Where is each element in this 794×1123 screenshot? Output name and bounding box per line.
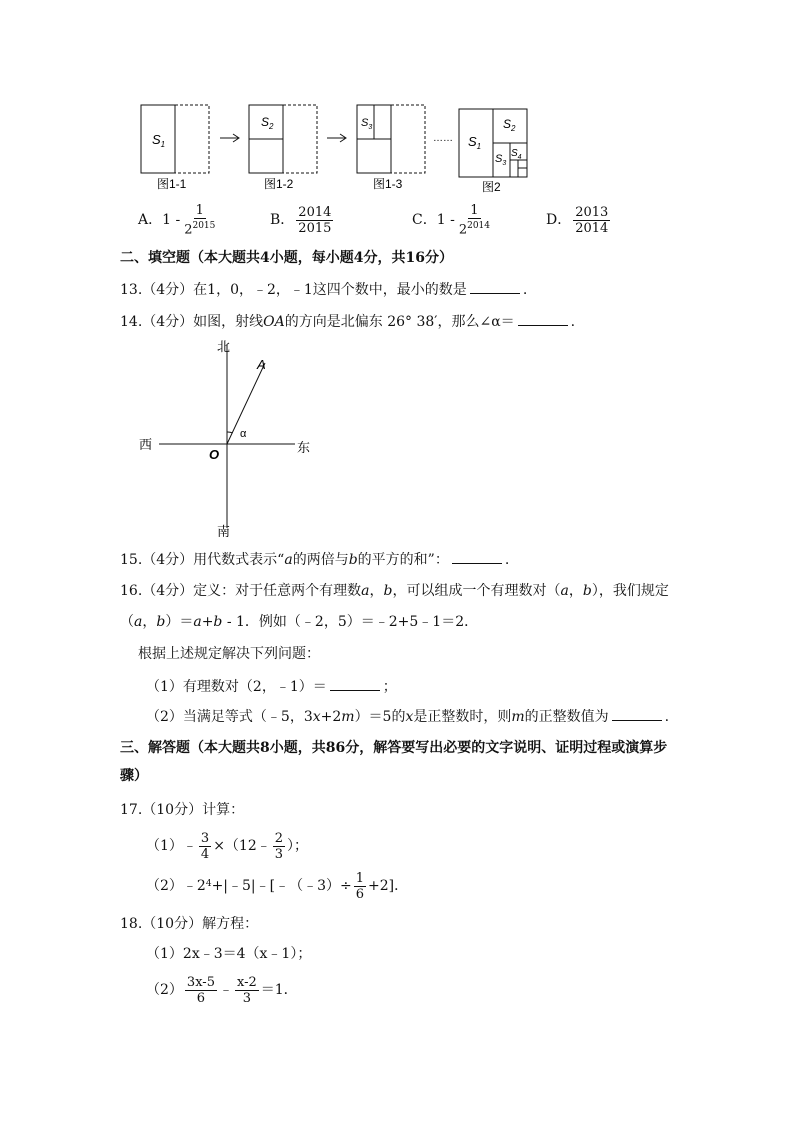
compass-diagram	[135, 333, 325, 543]
question-18-part2: （2） $\frac{3x-5}{6}$ ﹣ $\frac{x-2}{3}$ ＝1．	[146, 974, 298, 1006]
question-13: 13.（4分）在1，0，﹣2，﹣1这四个数中，最小的数是 .	[120, 279, 527, 300]
answer-blank-16-1	[330, 676, 380, 691]
s2-label: S	[261, 115, 270, 129]
svg-text:S2: $S_2$	[261, 115, 274, 131]
option-a: A．1 - $\frac{1}{2^{2015}}$	[138, 202, 216, 238]
question-16-sub1: （1）有理数对（2，﹣1）＝ ；	[146, 676, 397, 697]
question-16-line3: 根据上述规定解决下列问题：	[138, 646, 320, 662]
svg-text:S1: $S_1$	[152, 132, 166, 149]
question-17-head: 17.（10分）计算：	[120, 802, 245, 818]
question-18-part1: （1）2x﹣3＝4（x﹣1）；	[146, 946, 312, 962]
s3-label: S	[361, 117, 369, 129]
option-d: D． $\frac{2013}{2014}$	[546, 204, 609, 236]
s1-label: S	[152, 132, 161, 147]
question-17-part1: （1）﹣ $\frac{3}{4}$ ×（12﹣ $\frac{2}{3}$ ）；	[146, 830, 309, 862]
option-b: B． $\frac{2014}{2015}$	[270, 204, 332, 236]
section3-title-line2: 骤）	[120, 768, 148, 784]
fig2-label: 图2	[482, 180, 501, 194]
east-label: 东	[297, 440, 311, 455]
section3-title-line1: 三、解答题（本大题共8小题，共86分，解答要写出必要的文字说明、证明过程或演算步	[120, 740, 668, 756]
question-16-sub2: （2）当满足等式（﹣5，3x+2m）＝5的x是正整数时，则m的正整数值为 .	[146, 706, 669, 727]
section2-title: 二、填空题（本大题共4小题，每小题4分，共16分）	[120, 250, 453, 266]
answer-blank-14	[518, 311, 568, 326]
fig11-label: 图1-1	[157, 177, 187, 191]
option-c: C．1 - $\frac{1}{2^{2014}}$	[412, 202, 490, 238]
point-a-label: A	[257, 357, 266, 372]
alpha-label: α	[240, 428, 247, 440]
question-14: 14.（4分）如图，射线OA的方向是北偏东 26° 38′，那么∠α＝ .	[120, 311, 575, 332]
question-17-part2: （2）﹣2 4 +|﹣5|﹣[﹣（﹣3）÷ $\frac{1}{6}$ +2]．	[146, 870, 409, 902]
fig13-label: 图1-3	[373, 177, 403, 191]
north-label: 北	[217, 339, 231, 354]
question-16-line1: 16.（4分）定义：对于任意两个有理数a，b，可以组成一个有理数对（a，b），我们规定	[120, 583, 669, 599]
svg-text:S4: $S_4$	[511, 148, 522, 161]
square-division-figure	[130, 100, 540, 195]
west-label: 西	[139, 437, 153, 452]
svg-text:S3: $S_3$	[495, 153, 507, 167]
svg-text:S2: $S_2$	[503, 117, 516, 133]
ellipsis-dots: ……	[433, 133, 453, 144]
fig12-label: 图1-2	[264, 177, 294, 191]
south-label: 南	[217, 524, 231, 539]
answer-blank-13	[470, 279, 520, 294]
svg-text:S1: $S_1$	[468, 134, 482, 151]
answer-blank-15	[452, 549, 502, 564]
answer-blank-16-2	[612, 706, 662, 721]
origin-label: O	[209, 447, 220, 462]
s4-label: S	[511, 148, 518, 159]
question-15: 15.（4分）用代数式表示“a的两倍与b的平方的和”： .	[120, 549, 509, 570]
question-18-head: 18.（10分）解方程：	[120, 916, 259, 932]
svg-text:S3: $S_3$	[361, 117, 373, 131]
question-16-line2: （a，b）＝a+b - 1．例如（﹣2，5）＝﹣2+5﹣1＝2．	[120, 614, 479, 630]
